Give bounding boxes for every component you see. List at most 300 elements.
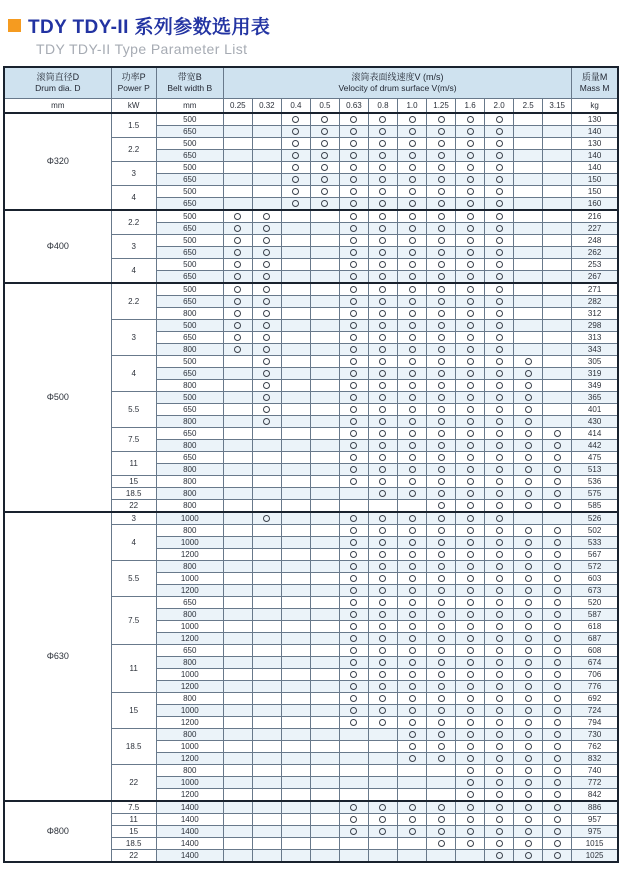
velocity-cell xyxy=(514,729,543,741)
circle-marker xyxy=(350,225,357,232)
velocity-cell xyxy=(281,259,310,271)
circle-marker xyxy=(350,382,357,389)
velocity-cell xyxy=(485,826,514,838)
velocity-cell xyxy=(485,452,514,464)
velocity-cell xyxy=(485,162,514,174)
velocity-cell xyxy=(368,452,397,464)
circle-marker xyxy=(467,599,474,606)
velocity-cell xyxy=(456,320,485,332)
belt-width-value: 800 xyxy=(156,464,223,476)
circle-marker xyxy=(438,707,445,714)
velocity-cell xyxy=(427,549,456,561)
circle-marker xyxy=(438,804,445,811)
velocity-cell xyxy=(339,259,368,271)
circle-marker xyxy=(467,804,474,811)
circle-marker xyxy=(438,128,445,135)
velocity-cell xyxy=(339,210,368,223)
velocity-cell xyxy=(398,368,427,380)
circle-marker xyxy=(409,225,416,232)
velocity-cell xyxy=(398,621,427,633)
velocity-cell xyxy=(368,428,397,440)
circle-marker xyxy=(350,394,357,401)
velocity-cell xyxy=(456,368,485,380)
velocity-cell xyxy=(514,476,543,488)
circle-marker xyxy=(467,695,474,702)
velocity-cell xyxy=(427,320,456,332)
velocity-cell xyxy=(252,392,281,404)
circle-marker xyxy=(379,551,386,558)
velocity-cell xyxy=(310,549,339,561)
power-value: 2.2 xyxy=(111,283,156,320)
velocity-cell xyxy=(398,537,427,549)
circle-marker xyxy=(438,298,445,305)
circle-marker xyxy=(438,370,445,377)
velocity-cell xyxy=(252,850,281,863)
power-value: 7.5 xyxy=(111,597,156,645)
velocity-cell xyxy=(368,657,397,669)
velocity-cell xyxy=(368,368,397,380)
velocity-cell xyxy=(310,392,339,404)
power-value: 15 xyxy=(111,476,156,488)
velocity-cell xyxy=(456,283,485,296)
velocity-cell xyxy=(339,717,368,729)
velocity-cell xyxy=(310,633,339,645)
circle-marker xyxy=(554,743,561,750)
velocity-cell xyxy=(485,765,514,777)
circle-marker xyxy=(467,358,474,365)
circle-marker xyxy=(350,563,357,570)
circle-marker xyxy=(409,527,416,534)
velocity-cell xyxy=(543,174,572,186)
velocity-cell xyxy=(223,150,252,162)
belt-unit-cell: mm xyxy=(156,99,223,114)
circle-marker xyxy=(263,322,270,329)
velocity-cell xyxy=(339,765,368,777)
velocity-cell xyxy=(485,210,514,223)
velocity-cell xyxy=(514,452,543,464)
velocity-cell xyxy=(368,247,397,259)
velocity-cell xyxy=(223,113,252,126)
velocity-cell xyxy=(368,283,397,296)
velocity-cell xyxy=(252,705,281,717)
circle-marker xyxy=(350,575,357,582)
velocity-cell xyxy=(281,356,310,368)
velocity-cell xyxy=(543,344,572,356)
circle-marker xyxy=(467,611,474,618)
circle-marker xyxy=(438,249,445,256)
power-value: 15 xyxy=(111,693,156,729)
col-mass-header xyxy=(572,67,618,99)
velocity-cell xyxy=(339,380,368,392)
velocity-cell xyxy=(485,717,514,729)
belt-width-value: 500 xyxy=(156,162,223,174)
velocity-cell xyxy=(514,380,543,392)
velocity-cell xyxy=(543,693,572,705)
velocity-cell xyxy=(281,138,310,150)
velocity-cell xyxy=(514,162,543,174)
velocity-cell xyxy=(543,113,572,126)
velocity-cell xyxy=(281,681,310,693)
mass-value: 271 xyxy=(572,283,618,296)
circle-marker xyxy=(554,587,561,594)
circle-marker xyxy=(379,828,386,835)
velocity-cell xyxy=(514,126,543,138)
velocity-cell xyxy=(456,850,485,863)
mass-value: 603 xyxy=(572,573,618,585)
circle-marker xyxy=(234,310,241,317)
velocity-cell xyxy=(398,801,427,814)
velocity-cell xyxy=(456,308,485,320)
velocity-cell xyxy=(368,174,397,186)
belt-width-value: 1200 xyxy=(156,549,223,561)
circle-marker xyxy=(350,539,357,546)
circle-marker xyxy=(409,515,416,522)
velocity-cell xyxy=(398,247,427,259)
circle-marker xyxy=(467,298,474,305)
belt-width-value: 800 xyxy=(156,344,223,356)
velocity-cell xyxy=(281,344,310,356)
circle-marker xyxy=(409,310,416,317)
velocity-cell xyxy=(427,113,456,126)
col-drum-label-en: Drum dia. D xyxy=(35,83,81,94)
velocity-cell xyxy=(310,777,339,789)
power-value: 5.5 xyxy=(111,392,156,428)
velocity-cell xyxy=(398,488,427,500)
circle-marker xyxy=(467,322,474,329)
velocity-cell xyxy=(398,826,427,838)
mass-value: 957 xyxy=(572,814,618,826)
velocity-cell xyxy=(223,549,252,561)
belt-width-value: 650 xyxy=(156,198,223,211)
circle-marker xyxy=(525,755,532,762)
velocity-cell xyxy=(368,162,397,174)
belt-width-value: 1000 xyxy=(156,573,223,585)
circle-marker xyxy=(321,188,328,195)
mass-value: 533 xyxy=(572,537,618,549)
velocity-cell xyxy=(543,597,572,609)
velocity-cell xyxy=(514,392,543,404)
circle-marker xyxy=(409,152,416,159)
velocity-cell xyxy=(427,440,456,452)
velocity-cell xyxy=(543,705,572,717)
circle-marker xyxy=(409,358,416,365)
circle-marker xyxy=(379,286,386,293)
velocity-cell xyxy=(514,645,543,657)
velocity-cell xyxy=(339,741,368,753)
velocity-cell xyxy=(427,247,456,259)
mass-value: 794 xyxy=(572,717,618,729)
belt-width-value: 800 xyxy=(156,657,223,669)
velocity-cell xyxy=(281,271,310,284)
mass-value: 150 xyxy=(572,186,618,198)
velocity-cell xyxy=(485,186,514,198)
velocity-cell xyxy=(281,838,310,850)
circle-marker xyxy=(409,563,416,570)
velocity-cell xyxy=(398,597,427,609)
velocity-cell xyxy=(281,814,310,826)
circle-marker xyxy=(496,200,503,207)
velocity-cell xyxy=(543,416,572,428)
velocity-cell xyxy=(339,113,368,126)
circle-marker xyxy=(379,273,386,280)
velocity-cell xyxy=(368,693,397,705)
velocity-cell xyxy=(252,669,281,681)
velocity-cell xyxy=(252,488,281,500)
velocity-cell xyxy=(339,283,368,296)
velocity-cell xyxy=(398,681,427,693)
velocity-cell xyxy=(514,597,543,609)
circle-marker xyxy=(379,563,386,570)
circle-marker xyxy=(350,587,357,594)
velocity-cell xyxy=(368,500,397,513)
circle-marker xyxy=(496,816,503,823)
velocity-cell xyxy=(368,717,397,729)
mass-value: 312 xyxy=(572,308,618,320)
circle-marker xyxy=(409,755,416,762)
circle-marker xyxy=(496,635,503,642)
circle-marker xyxy=(379,322,386,329)
velocity-cell xyxy=(368,380,397,392)
velocity-cell xyxy=(485,138,514,150)
circle-marker xyxy=(350,358,357,365)
circle-marker xyxy=(525,358,532,365)
power-value: 4 xyxy=(111,525,156,561)
belt-width-value: 500 xyxy=(156,138,223,150)
mass-value: 160 xyxy=(572,198,618,211)
circle-marker xyxy=(467,152,474,159)
belt-width-value: 500 xyxy=(156,259,223,271)
velocity-cell xyxy=(485,428,514,440)
velocity-cell xyxy=(339,126,368,138)
circle-marker xyxy=(438,442,445,449)
velocity-cell xyxy=(368,609,397,621)
velocity-cell xyxy=(514,500,543,513)
velocity-cell xyxy=(398,549,427,561)
velocity-cell xyxy=(456,693,485,705)
velocity-cell xyxy=(310,186,339,198)
circle-marker xyxy=(467,346,474,353)
circle-marker xyxy=(496,249,503,256)
velocity-cell xyxy=(223,789,252,802)
circle-marker xyxy=(467,755,474,762)
velocity-cell xyxy=(543,765,572,777)
velocity-cell xyxy=(368,186,397,198)
units-row xyxy=(4,99,618,114)
velocity-cell xyxy=(368,777,397,789)
velocity-cell xyxy=(368,705,397,717)
velocity-cell xyxy=(398,210,427,223)
circle-marker xyxy=(350,719,357,726)
circle-marker xyxy=(496,466,503,473)
velocity-cell xyxy=(281,162,310,174)
circle-marker xyxy=(438,418,445,425)
circle-marker xyxy=(554,527,561,534)
velocity-cell xyxy=(456,645,485,657)
circle-marker xyxy=(554,779,561,786)
circle-marker xyxy=(350,442,357,449)
circle-marker xyxy=(379,382,386,389)
velocity-cell xyxy=(281,126,310,138)
circle-marker xyxy=(321,116,328,123)
circle-marker xyxy=(263,358,270,365)
velocity-cell xyxy=(281,561,310,573)
mass-value: 526 xyxy=(572,512,618,525)
velocity-tick: 2.0 xyxy=(485,99,514,114)
circle-marker xyxy=(234,225,241,232)
circle-marker xyxy=(438,539,445,546)
velocity-cell xyxy=(368,789,397,802)
circle-marker xyxy=(554,502,561,509)
velocity-cell xyxy=(281,512,310,525)
belt-width-value: 650 xyxy=(156,296,223,308)
circle-marker xyxy=(496,599,503,606)
velocity-cell xyxy=(281,416,310,428)
circle-marker xyxy=(496,454,503,461)
circle-marker xyxy=(350,418,357,425)
power-value: 11 xyxy=(111,645,156,693)
velocity-cell xyxy=(485,729,514,741)
power-value: 2.2 xyxy=(111,210,156,235)
circle-marker xyxy=(379,683,386,690)
velocity-cell xyxy=(223,247,252,259)
velocity-cell xyxy=(223,126,252,138)
circle-marker xyxy=(525,659,532,666)
circle-marker xyxy=(554,430,561,437)
velocity-cell xyxy=(427,826,456,838)
circle-marker xyxy=(496,140,503,147)
velocity-cell xyxy=(427,186,456,198)
circle-marker xyxy=(292,200,299,207)
circle-marker xyxy=(379,418,386,425)
velocity-cell xyxy=(543,549,572,561)
circle-marker xyxy=(525,551,532,558)
circle-marker xyxy=(350,286,357,293)
circle-marker xyxy=(409,128,416,135)
velocity-cell xyxy=(456,826,485,838)
circle-marker xyxy=(467,828,474,835)
velocity-cell xyxy=(223,392,252,404)
circle-marker xyxy=(467,478,474,485)
velocity-cell xyxy=(310,850,339,863)
velocity-cell xyxy=(485,332,514,344)
velocity-cell xyxy=(310,247,339,259)
circle-marker xyxy=(379,707,386,714)
velocity-cell xyxy=(456,814,485,826)
parameter-table xyxy=(3,66,619,863)
mass-unit-cell: kg xyxy=(572,99,618,114)
circle-marker xyxy=(409,587,416,594)
power-value: 7.5 xyxy=(111,428,156,452)
velocity-cell xyxy=(514,150,543,162)
circle-marker xyxy=(496,152,503,159)
velocity-cell xyxy=(398,741,427,753)
velocity-cell xyxy=(398,452,427,464)
velocity-cell xyxy=(514,308,543,320)
velocity-cell xyxy=(514,271,543,284)
velocity-cell xyxy=(281,440,310,452)
velocity-cell xyxy=(514,320,543,332)
velocity-cell xyxy=(223,271,252,284)
velocity-cell xyxy=(543,404,572,416)
velocity-cell xyxy=(398,271,427,284)
velocity-cell xyxy=(543,488,572,500)
velocity-cell xyxy=(485,404,514,416)
velocity-cell xyxy=(252,271,281,284)
velocity-cell xyxy=(427,753,456,765)
circle-marker xyxy=(467,286,474,293)
velocity-cell xyxy=(485,344,514,356)
velocity-cell xyxy=(252,404,281,416)
mass-value: 842 xyxy=(572,789,618,802)
velocity-cell xyxy=(281,380,310,392)
velocity-cell xyxy=(514,549,543,561)
circle-marker xyxy=(409,599,416,606)
velocity-cell xyxy=(223,645,252,657)
circle-marker xyxy=(263,310,270,317)
velocity-cell xyxy=(398,561,427,573)
velocity-cell xyxy=(310,789,339,802)
velocity-cell xyxy=(252,138,281,150)
circle-marker xyxy=(438,176,445,183)
power-value: 3 xyxy=(111,235,156,259)
circle-marker xyxy=(467,370,474,377)
circle-marker xyxy=(467,237,474,244)
velocity-cell xyxy=(368,332,397,344)
velocity-cell xyxy=(368,150,397,162)
velocity-cell xyxy=(281,488,310,500)
velocity-cell xyxy=(281,186,310,198)
circle-marker xyxy=(409,176,416,183)
circle-marker xyxy=(467,767,474,774)
page-title: TDY TDY-II 系列参数选用表 xyxy=(28,17,271,38)
velocity-cell xyxy=(310,729,339,741)
circle-marker xyxy=(525,539,532,546)
velocity-cell xyxy=(398,174,427,186)
col-drum-header xyxy=(4,67,111,99)
circle-marker xyxy=(409,200,416,207)
circle-marker xyxy=(409,430,416,437)
velocity-cell xyxy=(310,826,339,838)
circle-marker xyxy=(554,731,561,738)
drum-label: Φ500 xyxy=(4,283,111,512)
circle-marker xyxy=(554,623,561,630)
velocity-cell xyxy=(281,585,310,597)
circle-marker xyxy=(467,188,474,195)
circle-marker xyxy=(525,370,532,377)
circle-marker xyxy=(409,346,416,353)
mass-value: 520 xyxy=(572,597,618,609)
circle-marker xyxy=(350,249,357,256)
belt-width-value: 650 xyxy=(156,271,223,284)
velocity-cell xyxy=(310,235,339,247)
velocity-cell xyxy=(368,573,397,585)
mass-value: 567 xyxy=(572,549,618,561)
velocity-cell xyxy=(252,356,281,368)
velocity-cell xyxy=(310,162,339,174)
circle-marker xyxy=(409,743,416,750)
velocity-cell xyxy=(485,597,514,609)
velocity-cell xyxy=(456,585,485,597)
velocity-cell xyxy=(514,561,543,573)
velocity-cell xyxy=(514,717,543,729)
circle-marker xyxy=(409,418,416,425)
circle-marker xyxy=(525,683,532,690)
velocity-cell xyxy=(368,850,397,863)
circle-marker xyxy=(350,273,357,280)
velocity-cell xyxy=(543,392,572,404)
circle-marker xyxy=(379,611,386,618)
velocity-cell xyxy=(310,753,339,765)
